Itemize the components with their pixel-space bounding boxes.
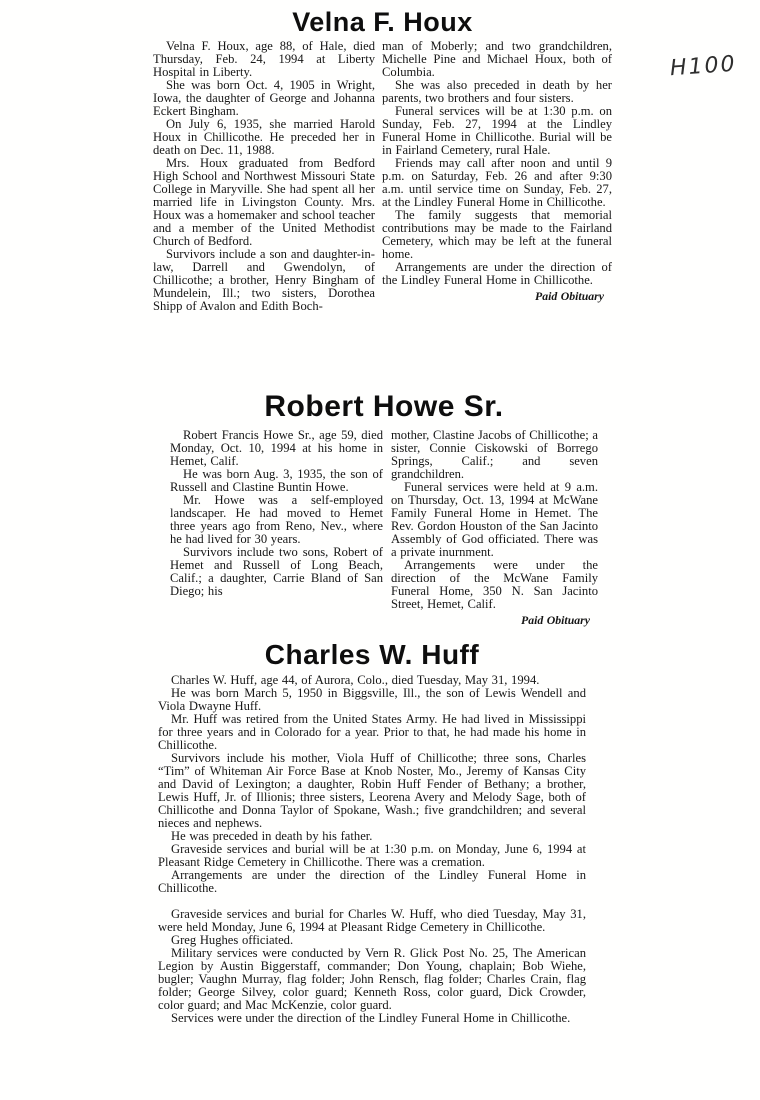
paragraph: Charles W. Huff, age 44, of Aurora, Colo., died Tuesday, May 31, 1994. bbox=[171, 673, 540, 688]
paragraph: The family suggests that memorial contributions may be made to the Fairland Cemetery, which may be left at the funeral home. bbox=[382, 208, 612, 262]
paragraph: He was born March 5, 1950 in Biggsville, Ill., the son of Lewis Wendell and Viola Dwayne Huff. bbox=[158, 686, 586, 714]
obituary-velna-houx bbox=[153, 8, 612, 313]
paragraph: Mrs. Houx graduated from Bedford High School and Northwest Missouri State College in Maryville. She had spent all her married life in Livingston County. Mrs. Houx was a homemaker and school teacher and a member of the United Methodist Church of Bedford. bbox=[153, 156, 375, 249]
paragraph: On July 6, 1935, she married Harold Houx in Chillicothe. He preceded her in death on Dec. 11, 1988. bbox=[153, 117, 375, 158]
paragraph: Funeral services were held at 9 a.m. on Thursday, Oct. 13, 1994 at McWane Family Funeral Home in Hemet. The Rev. Gordon Houston of the San Jacinto Assembly of God officiated. There was a private inurnment. bbox=[391, 479, 598, 559]
obituary-right-column bbox=[391, 429, 598, 627]
obituary-single-column bbox=[158, 674, 586, 1025]
obituary-addendum-text bbox=[158, 908, 586, 1025]
paragraph: mother, Clastine Jacobs of Chillicothe; a sister, Connie Ciskowski of Borrego Springs, Calif.; and seven grandchildren. bbox=[391, 427, 598, 481]
obituary-left-column bbox=[153, 40, 375, 313]
obituary-columns bbox=[153, 40, 612, 313]
obituary-main-text bbox=[158, 674, 586, 895]
paragraph: Friends may call after noon and until 9 p.m. on Saturday, Feb. 26 and after 9:30 a.m. until service time on Sunday, Feb. 27, at the Lindley Funeral Home in Chillicothe. bbox=[382, 156, 612, 210]
paragraph: Arrangements were under the direction of the McWane Family Funeral Home, 350 N. San Jacinto Street, Hemet, Calif. bbox=[391, 557, 598, 611]
obituary-right-column-text bbox=[391, 429, 598, 611]
paragraph: Survivors include his mother, Viola Huff of Chillicothe; three sons, Charles “Tim” of Whiteman Air Force Base at Knob Noster, Mo., Jeremy of Kansas City and David of Lexington; a daughter, Robin Huff Fender of Bethany; a brother, Lewis Huff, Jr. of Illionis; three sisters, Leorena Avery and Melody Sage, both of Chillicothe and Donna Taylor of Spokane, Wash.; five grandchildren; and several nieces and nephews. bbox=[158, 751, 586, 831]
paid-obituary-tag: Paid Obituary bbox=[521, 612, 590, 627]
obituary-robert-howe bbox=[170, 391, 598, 627]
paragraph: She was also preceded in death by her parents, two brothers and four sisters. bbox=[382, 78, 612, 106]
paragraph: Military services were conducted by Vern R. Glick Post No. 25, The American Legion by Austin Biggerstaff, commander; Don Young, chaplain; Bob Wiehe, bugler; Vaughn Murray, flag folder; John Rensch, flag folder; Charles Crain, flag folder; George Silvey, color guard; Kenneth Ross, color guard, Dick Crowder, color guard; and Mac McKenzie, color guard. bbox=[158, 946, 586, 1013]
paragraph: Robert Francis Howe Sr., age 59, died Monday, Oct. 10, 1994 at his home in Hemet, Calif. bbox=[170, 427, 383, 468]
obituary-title: Robert Howe Sr. bbox=[264, 390, 504, 423]
paragraph: Mr. Howe was a self-employed landscaper. He had moved to Hemet three years ago from Reno, Nev., where he had lived for 30 years. bbox=[170, 492, 383, 546]
paragraph: Greg Hughes officiated. bbox=[171, 933, 294, 948]
paragraph: Arrangements are under the direction of the Lindley Funeral Home in Chillicothe. bbox=[382, 260, 612, 288]
obituary-right-column bbox=[382, 40, 612, 313]
obituary-left-column bbox=[170, 429, 383, 627]
paragraph: Funeral services will be at 1:30 p.m. on Sunday, Feb. 27, 1994 at the Lindley Funeral Home in Chillicothe. Burial will be in Fairland Cemetery, rural Hale. bbox=[382, 104, 612, 158]
paid-obituary-tag: Paid Obituary bbox=[535, 289, 604, 304]
paragraph: He was born Aug. 3, 1935, the son of Russell and Clastine Buntin Howe. bbox=[170, 466, 383, 494]
obituary-right-column-text bbox=[382, 40, 612, 287]
handwritten-archive-mark: H100 bbox=[669, 51, 738, 82]
paragraph: Survivors include a son and daughter-in-law, Darrell and Gwendolyn, of Chillicothe; a brother, Henry Bingham of Mundelein, Ill.; two sisters, Dorothea Shipp of Avalon and Edith Boch- bbox=[153, 247, 375, 314]
paragraph: man of Moberly; and two grandchildren, Michelle Pine and Michael Houx, both of Columbia. bbox=[382, 39, 612, 80]
obituary-title: Velna F. Houx bbox=[292, 7, 473, 37]
obituary-charles-huff bbox=[158, 640, 586, 1025]
paragraph: Arrangements are under the direction of the Lindley Funeral Home in Chillicothe. bbox=[158, 868, 586, 896]
paragraph: Services were under the direction of the Lindley Funeral Home in Chillicothe. bbox=[171, 1011, 571, 1026]
paragraph: Mr. Huff was retired from the United States Army. He had lived in Mississippi for three years and in Colorado for a year. Prior to that, he had made his home in Chillicothe. bbox=[158, 712, 586, 753]
paragraph: Velna F. Houx, age 88, of Hale, died Thursday, Feb. 24, 1994 at Liberty Hospital in Liberty. bbox=[153, 39, 375, 80]
obituary-title: Charles W. Huff bbox=[264, 639, 480, 670]
obituary-columns bbox=[170, 429, 598, 627]
paragraph: He was preceded in death by his father. bbox=[171, 829, 373, 844]
paragraph: She was born Oct. 4, 1905 in Wright, Iowa, the daughter of George and Johanna Eckert Bingham. bbox=[153, 78, 375, 119]
paragraph: Graveside services and burial for Charles W. Huff, who died Tuesday, May 31, were held Monday, June 6, 1994 at Pleasant Ridge Cemetery in Chillicothe. bbox=[158, 907, 586, 935]
paragraph: Survivors include two sons, Robert of Hemet and Russell of Long Beach, Calif.; a daughter, Carrie Bland of San Diego; his bbox=[170, 544, 383, 598]
paragraph: Graveside services and burial will be at 1:30 p.m. on Monday, June 6, 1994 at Pleasant Ridge Cemetery in Chillicothe. There was a cremation. bbox=[158, 842, 586, 870]
